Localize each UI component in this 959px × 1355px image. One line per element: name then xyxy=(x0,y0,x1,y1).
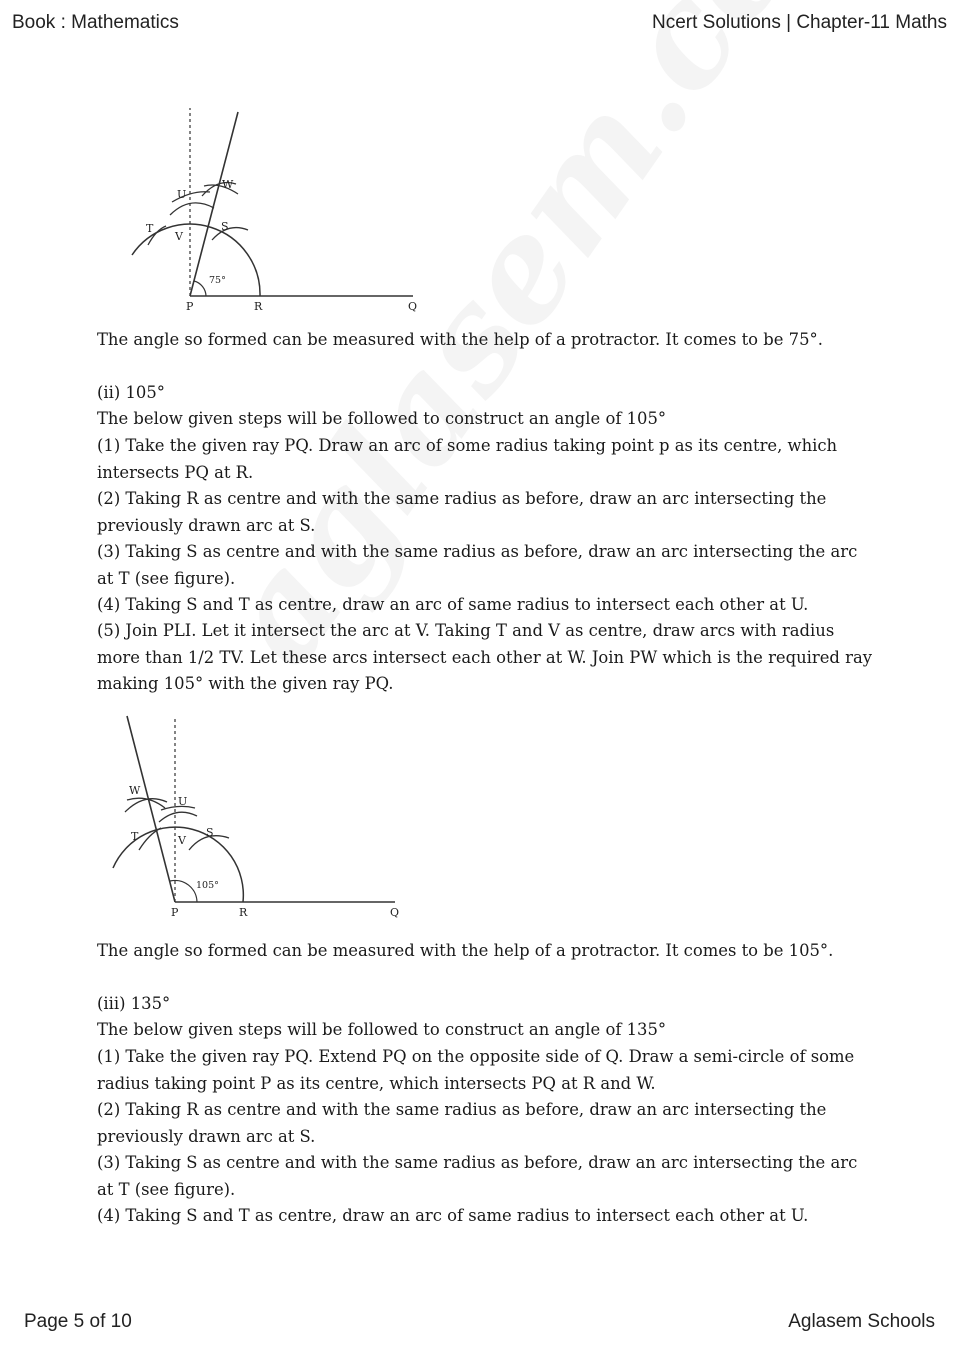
ray-pw xyxy=(190,112,238,296)
part-ii-step-3: (3) Taking S as centre and with the same radius as before, draw an arc intersecting the arc at T (see figure). xyxy=(97,542,858,588)
part-iii-step-1: (1) Take the given ray PQ. Extend PQ on the opposite side of Q. Draw a semi-circle of some radius taking point P as its centre, which intersects PQ at R and W. xyxy=(97,1047,855,1093)
label-s: S xyxy=(206,826,214,839)
figure-105-svg xyxy=(105,710,415,925)
part-ii-step-5: (5) Join PLI. Let it intersect the arc at V. Taking T and V as centre, draw arcs with radius more than 1/2 TV. Let these arcs intersect each other at W. Join PW which is the required ray making 105° with the given ray PQ. xyxy=(97,621,873,693)
footer-publisher: Aglasem Schools xyxy=(788,1311,935,1332)
label-angle-75: 75° xyxy=(209,275,226,286)
label-r: R xyxy=(254,300,263,313)
part-ii-intro: The below given steps will be followed to construct an angle of 105° xyxy=(97,409,667,428)
part-ii-heading: (ii) 105° xyxy=(97,383,165,402)
label-t: T xyxy=(131,830,139,843)
label-r: R xyxy=(239,906,248,919)
label-t: T xyxy=(146,222,154,235)
part-iii-heading: (iii) 135° xyxy=(97,994,171,1013)
label-p: P xyxy=(186,300,194,313)
figure-105-degree-construction xyxy=(105,710,415,925)
measure-105-text: The angle so formed can be measured with the help of a protractor. It comes to be 105°. xyxy=(97,941,834,960)
part-ii-step-4: (4) Taking S and T as centre, draw an arc of same radius to intersect each other at U. xyxy=(97,595,809,614)
ray-pw xyxy=(127,716,175,902)
header-book-title: Book : Mathematics xyxy=(12,12,179,33)
label-p: P xyxy=(171,906,179,919)
label-q: Q xyxy=(408,300,418,313)
arc-u-1 xyxy=(170,203,214,215)
label-v: V xyxy=(175,230,183,243)
label-s: S xyxy=(221,220,229,233)
label-angle-105: 105° xyxy=(196,880,219,891)
arc-u-1 xyxy=(159,812,197,822)
part-ii-step-1: (1) Take the given ray PQ. Draw an arc of some radius taking point p as its centre, which intersects PQ at R. xyxy=(97,436,838,482)
part-iii-step-2: (2) Taking R as centre and with the same radius as before, draw an arc intersecting the previously drawn arc at S. xyxy=(97,1100,827,1146)
angle-arc-75 xyxy=(194,281,206,296)
label-v: V xyxy=(178,834,186,847)
figure-75-svg xyxy=(120,100,440,320)
label-u: U xyxy=(177,188,187,201)
label-w: W xyxy=(129,784,141,797)
part-iii-step-3: (3) Taking S as centre and with the same radius as before, draw an arc intersecting the arc at T (see figure). xyxy=(97,1153,858,1199)
header-chapter-title: Ncert Solutions | Chapter-11 Maths xyxy=(652,12,947,33)
part-iii-intro: The below given steps will be followed to construct an angle of 135° xyxy=(97,1020,667,1039)
part-ii-step-2: (2) Taking R as centre and with the same radius as before, draw an arc intersecting the previously drawn arc at S. xyxy=(97,489,827,535)
label-q: Q xyxy=(390,906,400,919)
label-u: U xyxy=(178,795,188,808)
label-w: W xyxy=(222,178,234,191)
figure-75-degree-construction xyxy=(120,100,440,320)
part-iii-step-4: (4) Taking S and T as centre, draw an arc of same radius to intersect each other at U. xyxy=(97,1206,809,1225)
footer-page-number: Page 5 of 10 xyxy=(24,1311,132,1332)
measure-75-text: The angle so formed can be measured with the help of a protractor. It comes to be 75°. xyxy=(97,330,823,349)
